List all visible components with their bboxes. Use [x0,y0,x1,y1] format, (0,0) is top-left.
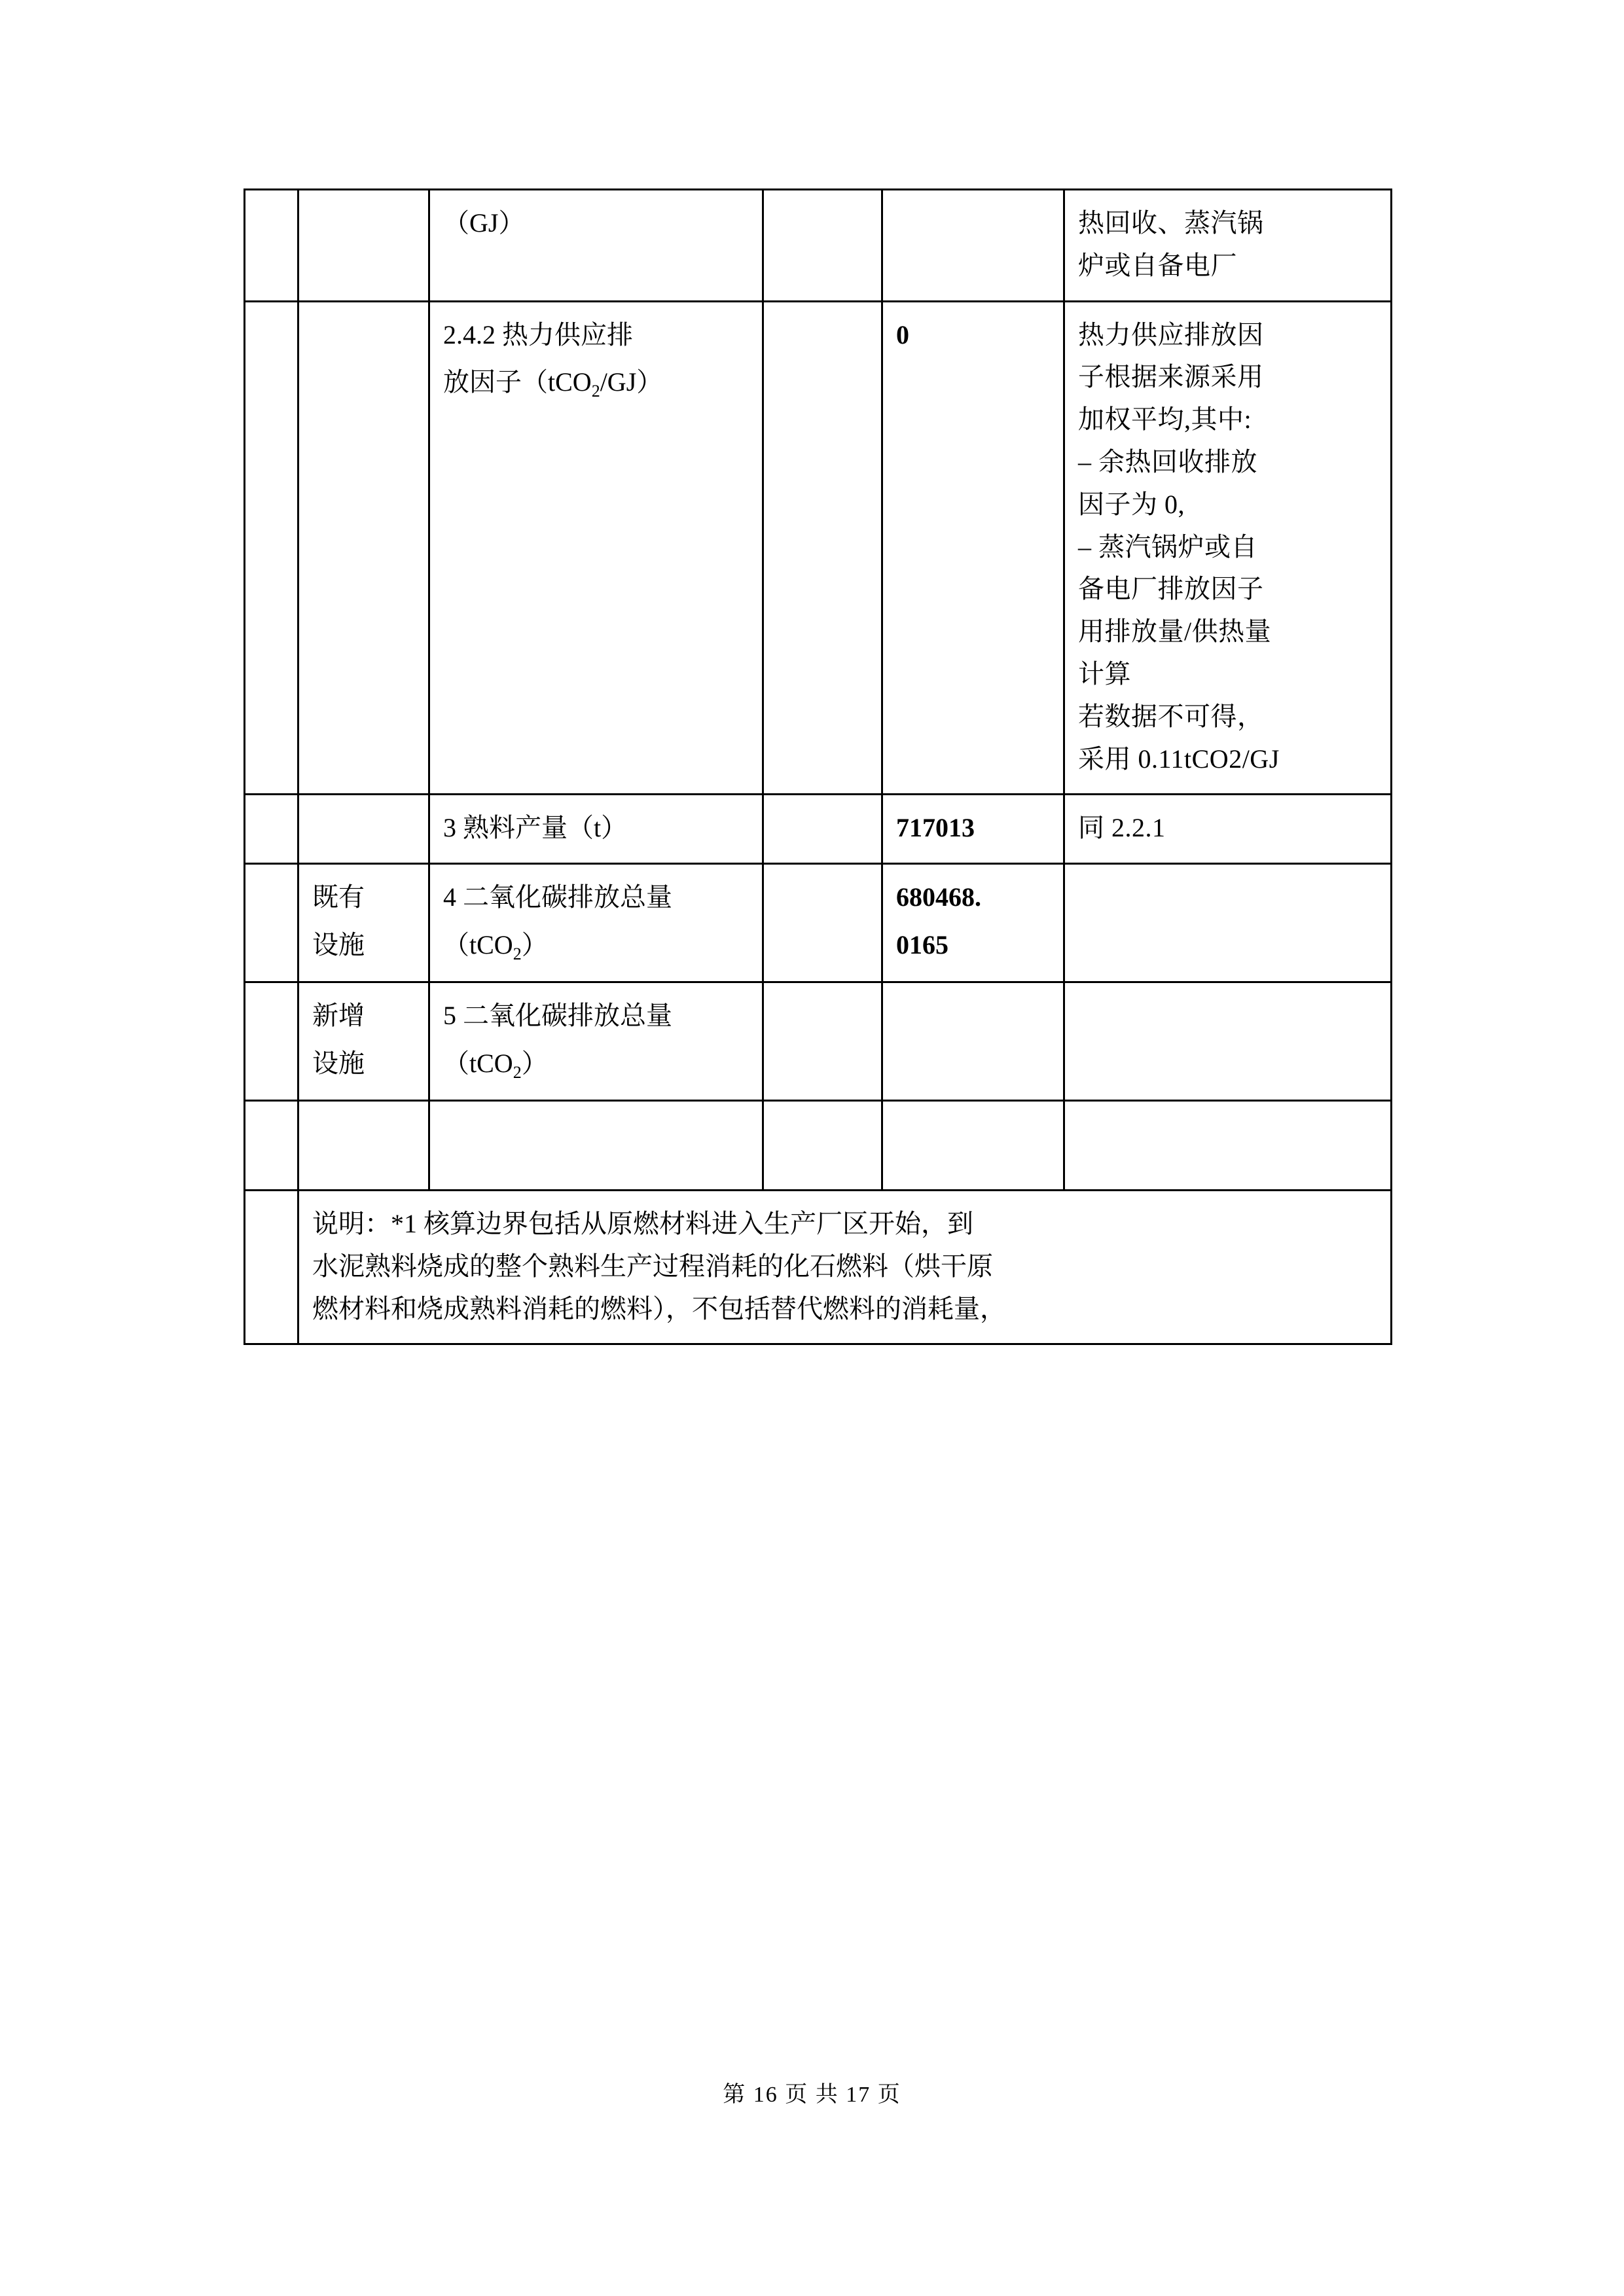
explanation-cell [298,1190,1392,1344]
note-line: – 余热回收排放 [1078,446,1257,476]
note-line: 加权平均,其中: [1078,404,1252,435]
item-label: （GJ） [443,208,525,238]
cell-index-col [245,301,298,795]
item-label-line: 2.4.2 热力供应排 [443,319,633,350]
note-line: 炉或自备电厂 [1078,250,1237,280]
cell-blank-col [763,190,882,302]
note-line: 同 2.2.1 [1078,813,1166,843]
table-row-explanation [245,1190,1392,1344]
facility-label-line: 新增 [312,1001,365,1031]
value-text-line: 680468. [896,882,981,912]
facility-label-line: 既有 [312,882,365,912]
table-row [245,864,1392,982]
table-row [245,795,1392,864]
cell-note [1064,301,1392,795]
cell-note [1064,1100,1392,1190]
note-line: 备电厂排放因子 [1078,574,1264,604]
cell-item-242 [429,301,763,795]
cell-value [882,190,1064,302]
cell-note [1064,982,1392,1101]
cell-facility-existing [298,864,429,982]
cell-blank-col [763,982,882,1101]
note-line: 计算 [1078,658,1131,689]
table-row [245,190,1392,302]
cell-value [882,864,1064,982]
item-label-line: （tCO$_2$） [443,1048,548,1082]
cell-blank-col [763,301,882,795]
cell-item-total-emissions-existing [429,864,763,982]
cell-facility-col [298,1100,429,1190]
table-row-empty [245,1100,1392,1190]
cell-facility-col [298,301,429,795]
cell-item-gj [429,190,763,302]
note-line: 热力供应排放因 [1078,319,1264,350]
cell-item-clinker-output [429,795,763,864]
cell-blank-col [763,795,882,864]
cell-index-col [245,982,298,1101]
cell-index-col [245,795,298,864]
explanation-line: 燃材料和烧成熟料消耗的燃料），不包括替代燃料的消耗量， [312,1293,1006,1323]
item-label-line: （tCO$_2$） [443,929,548,963]
item-label: 3 熟料产量（t） [443,813,628,843]
cell-facility-col [298,795,429,864]
item-label-line: 5 二氧化碳排放总量 [443,1001,672,1031]
note-line: 子根据来源采用 [1078,362,1264,392]
value-text: 0 [896,319,909,350]
facility-label-line: 设施 [312,929,365,960]
explanation-line: 水泥熟料烧成的整个熟料生产过程消耗的化石燃料（烘干原 [312,1251,993,1281]
cell-note [1064,864,1392,982]
note-line: 若数据不可得， [1078,701,1264,731]
note-line: – 蒸汽锅炉或自 [1078,531,1257,562]
cell-facility-new [298,982,429,1101]
cell-index-col [245,1190,298,1344]
cell-value [882,1100,1064,1190]
cell-item-total-emissions-new [429,982,763,1101]
cell-note [1064,795,1392,864]
cell-blank-col [763,864,882,982]
cell-index-col [245,190,298,302]
note-line: 采用 0.11tCO2/GJ [1078,744,1280,774]
table-row [245,982,1392,1101]
note-line: 用排放量/供热量 [1078,617,1272,647]
cell-index-col [245,864,298,982]
cell-value [882,301,1064,795]
table-row [245,301,1392,795]
cell-index-col [245,1100,298,1190]
item-label-line: 放因子（tCO$_2$/GJ） [443,367,663,401]
note-line: 因子为 0, [1078,489,1185,519]
cell-facility-col [298,190,429,302]
facility-label-line: 设施 [312,1048,365,1078]
cell-value [882,795,1064,864]
cell-note [1064,190,1392,302]
note-line: 热回收、蒸汽锅 [1078,208,1264,238]
page-footer: 第 16 页 共 17 页 [723,2083,901,2107]
cell-value [882,982,1064,1101]
cell-blank-col [763,1100,882,1190]
explanation-line: 说明：*1 核算边界包括从原燃材料进入生产厂区开始，到 [312,1208,973,1238]
item-label-line: 4 二氧化碳排放总量 [443,882,672,912]
value-text: 717013 [896,813,975,843]
emissions-table [244,188,1392,1345]
value-text-line: 0165 [896,929,948,960]
cell-item-col [429,1100,763,1190]
